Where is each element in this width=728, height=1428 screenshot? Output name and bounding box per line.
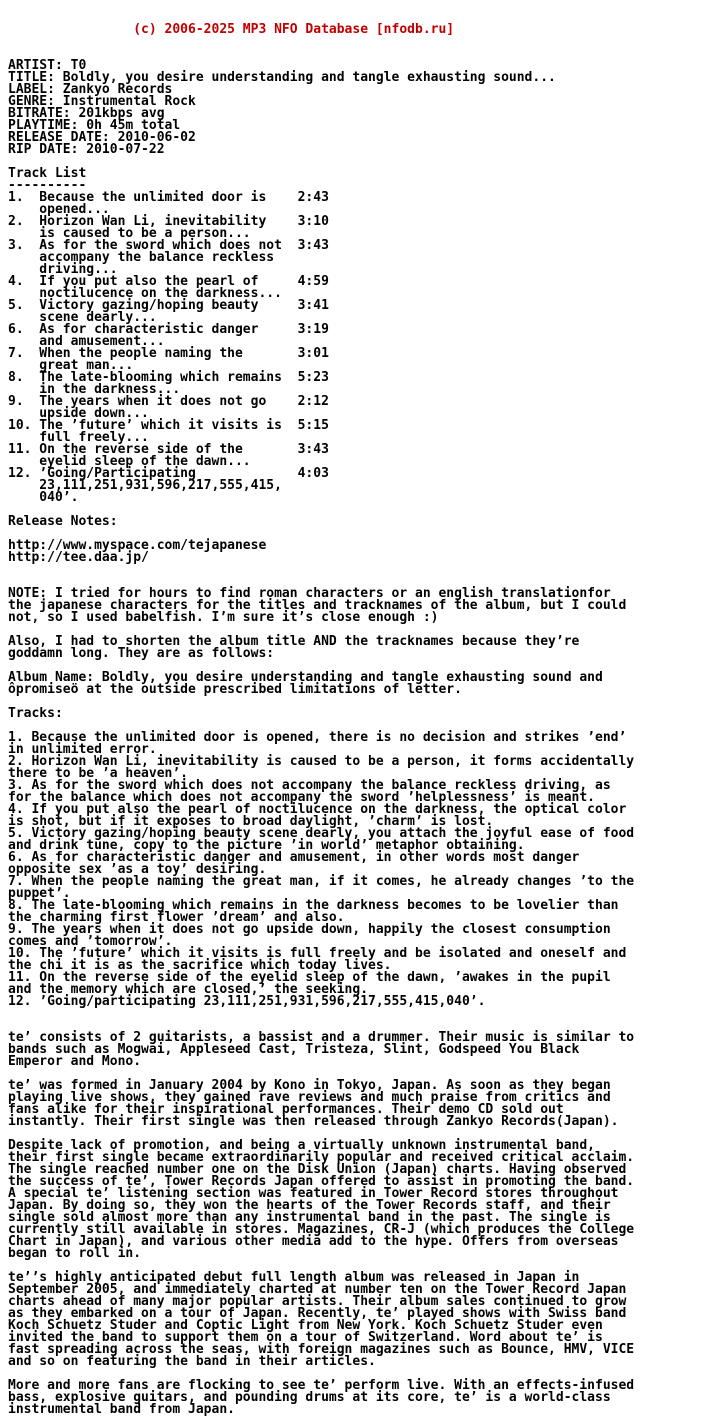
- nfo-line: there to be ’a heaven’.: [8, 766, 189, 781]
- nfo-line: 10. The ’future’ which it visits is 5:15: [8, 418, 329, 433]
- nfo-line: the charming first flower ’dream’ and also.: [8, 910, 345, 925]
- nfo-line: Japan. By doing so, they won the hearts of the Tower Records staff, and their: [8, 1198, 611, 1213]
- nfo-line: BITRATE: 201kbps avg: [8, 106, 165, 121]
- nfo-line: 7. When the people naming the great man, if it comes, he already changes ’to the: [8, 874, 635, 889]
- nfo-line: scene dearly...: [8, 310, 157, 325]
- nfo-line: 040’.: [8, 490, 79, 505]
- nfo-line: charts ahead of many major popular artists. Their album sales continued to grow: [8, 1294, 627, 1309]
- nfo-line: September 2005, and immediately charted at number ten on the Tower Record Japan: [8, 1282, 627, 1297]
- nfo-line: GENRE: Instrumental Rock: [8, 94, 196, 109]
- nfo-line: 12. ’Going/participating 23,111,251,931,596,217,555,415,040’.: [8, 994, 486, 1009]
- nfo-line: NOTE: I tried for hours to find roman characters or an english translationfor: [8, 586, 611, 601]
- nfo-line: the success of te’, Tower Records Japan offered to assist in promoting the band.: [8, 1174, 635, 1189]
- nfo-line: [8, 564, 720, 576]
- nfo-header: (c) 2006-2025 MP3 NFO Database [nfodb.ru]: [8, 22, 455, 37]
- nfo-line: Release Notes:: [8, 514, 118, 529]
- nfo-line: upside down...: [8, 406, 149, 421]
- nfo-line: 5. Victory gazing/hoping beauty scene dearly, you attach the joyful ease of food: [8, 826, 635, 841]
- nfo-line: 6. As for characteristic danger 3:19: [8, 322, 329, 337]
- nfo-line: ----------: [8, 178, 87, 193]
- nfo-line: Chart in Japan), and various other media add to the hype. Offers from overseas: [8, 1234, 619, 1249]
- nfo-line: The single reached number one on the Disk Union (Japan) charts. Having observed: [8, 1162, 627, 1177]
- nfo-line: te’’s highly anticipated debut full length album was released in Japan in: [8, 1270, 580, 1285]
- nfo-line: 2. Horizon Wan Li, inevitability 3:10: [8, 214, 329, 229]
- nfo-line: as they embarked on a tour of Japan. Recently, te’ played shows with Swiss band: [8, 1306, 627, 1321]
- nfo-line: 23,111,251,931,596,217,555,415,: [8, 478, 282, 493]
- nfo-line: the chi it is as the sacrifice which today lives.: [8, 958, 392, 973]
- nfo-line: 11. On the reverse side of the eyelid sleep of the dawn, ’awakes in the pupil: [8, 970, 611, 985]
- nfo-line: 5. Victory gazing/hoping beauty 3:41: [8, 298, 329, 313]
- nfo-line: 2. Horizon Wan Li, inevitability is caused to be a person, it forms accidentally: [8, 754, 635, 769]
- nfo-line: 7. When the people naming the 3:01: [8, 346, 329, 361]
- nfo-line: the japanese characters for the titles and tracknames of the album, but I could: [8, 598, 627, 613]
- nfo-line: Emperor and Mono.: [8, 1054, 142, 1069]
- nfo-line: not, so I used babelfish. I’m sure it’s close enough :): [8, 610, 439, 625]
- nfo-line: 10. The ’future’ which it visits is full freely and be isolated and oneself and: [8, 946, 627, 961]
- nfo-line: Track List: [8, 166, 87, 181]
- nfo-line: opened...: [8, 202, 110, 217]
- nfo-line: PLAYTIME: 0h 45m total: [8, 118, 181, 133]
- nfo-line: More and more fans are flocking to see te’ perform live. With an effects-infused: [8, 1378, 635, 1393]
- nfo-line: TITLE: Boldly, you desire understanding and tangle exhausting sound...: [8, 70, 556, 85]
- release-link[interactable]: http://tee.daa.jp/: [8, 550, 149, 565]
- nfo-line: opposite sex ’as a toy’ desiring.: [8, 862, 267, 877]
- nfo-line: instantly. Their first single was then released through Zankyo Records(Japan).: [8, 1114, 619, 1129]
- nfo-line: 11. On the reverse side of the 3:43: [8, 442, 329, 457]
- nfo-line: [8, 696, 720, 708]
- nfo-line: accompany the balance reckless: [8, 250, 275, 265]
- nfo-line: fans alike for their inspirational performances. Their demo CD sold out: [8, 1102, 564, 1117]
- nfo-line: and the memory which are closed,’ the seeking.: [8, 982, 369, 997]
- nfo-line: puppet’.: [8, 886, 71, 901]
- nfo-line: RELEASE DATE: 2010-06-02: [8, 130, 196, 145]
- nfo-line: great man...: [8, 358, 134, 373]
- nfo-line: in the darkness...: [8, 382, 181, 397]
- nfo-line: RIP DATE: 2010-07-22: [8, 142, 165, 157]
- nfo-line: and amusement...: [8, 334, 165, 349]
- nfo-line: 4. If you put also the pearl of noctilucence on the darkness, the optical color: [8, 802, 627, 817]
- nfo-line: comes and ’tomorrow’.: [8, 934, 173, 949]
- nfo-line: playing live shows, they gained rave reviews and much praise from critics and: [8, 1090, 611, 1105]
- nfo-line: te’ was formed in January 2004 by Kono in Tokyo, Japan. As soon as they began: [8, 1078, 611, 1093]
- nfo-line: 1. Because the unlimited door is 2:43: [8, 190, 329, 205]
- nfo-line: their first single became extraordinarily popular and received critical acclaim.: [8, 1150, 635, 1165]
- nfo-line: Despite lack of promotion, and being a virtually unknown instrumental band,: [8, 1138, 595, 1153]
- nfo-line: currently still available in stores. Magazines, CR-J (which produces the College: [8, 1222, 635, 1237]
- nfo-line: [8, 1008, 720, 1020]
- nfo-line: A special te’ listening section was featured in Tower Record stores throughout: [8, 1186, 619, 1201]
- nfo-line: instrumental band from Japan.: [8, 1402, 235, 1417]
- nfo-line: goddamn long. They are as follows:: [8, 646, 275, 661]
- nfo-line: and drink tune, copy to the picture ’in world’ metaphor obtaining.: [8, 838, 525, 853]
- nfo-line: 6. As for characteristic danger and amusement, in other words most danger: [8, 850, 580, 865]
- release-link[interactable]: http://www.myspace.com/tejapanese: [8, 538, 267, 553]
- nfo-line: is caused to be a person...: [8, 226, 251, 241]
- nfo-line: 8. The late-blooming which remains 5:23: [8, 370, 329, 385]
- nfo-line: Koch Schuetz Studer and Coptic Light from New York. Koch Schuetz Studer even: [8, 1318, 603, 1333]
- nfo-body: [8, 60, 720, 1416]
- nfo-line: for the balance which does not accompany the sword ’helplessness’ is meant.: [8, 790, 595, 805]
- nfo-document: [8, 0, 720, 1428]
- nfo-line: 9. The years when it does not go 2:12: [8, 394, 329, 409]
- nfo-line: began to roll in.: [8, 1246, 142, 1261]
- nfo-line: Tracks:: [8, 706, 63, 721]
- nfo-line: te’ consists of 2 guitarists, a bassist and a drummer. Their music is similar to: [8, 1030, 635, 1045]
- nfo-line: is shot, but if it exposes to broad daylight, ’charm’ is lost.: [8, 814, 494, 829]
- nfo-line: 4. If you put also the pearl of 4:59: [8, 274, 329, 289]
- nfo-line: Also, I had to shorten the album title AND the tracknames because they’re: [8, 634, 580, 649]
- nfo-line: 1. Because the unlimited door is opened, there is no decision and strikes ’end’: [8, 730, 627, 745]
- nfo-line: and so on featuring the band in their articles.: [8, 1354, 376, 1369]
- nfo-line: [8, 156, 720, 168]
- nfo-line: driving...: [8, 262, 118, 277]
- nfo-line: invited the band to support them on a tour of Switzerland. Word about te’ is: [8, 1330, 603, 1345]
- nfo-line: 3. As for the sword which does not 3:43: [8, 238, 329, 253]
- nfo-line: single sold almost more than any instrumental band in the past. The single is: [8, 1210, 611, 1225]
- nfo-line: noctilucence on the darkness...: [8, 286, 282, 301]
- nfo-line: bass, explosive guitars, and pounding drums at its core, te’ is a world-class: [8, 1390, 611, 1405]
- nfo-line: LABEL: Zankyo Records: [8, 82, 173, 97]
- nfo-line: 3. As for the sword which does not accompany the balance reckless driving, as: [8, 778, 611, 793]
- nfo-line: 8. The late-blooming which remains in the darkness becomes to be lovelier than: [8, 898, 619, 913]
- nfo-line: in unlimited error.: [8, 742, 157, 757]
- nfo-line: 12. ’Going/Participating 4:03: [8, 466, 329, 481]
- nfo-line: 9. The years when it does not go upside down, happily the closest consumption: [8, 922, 611, 937]
- nfo-line: bands such as Mogwai, Appleseed Cast, Tristeza, Slint, Godspeed You Black: [8, 1042, 580, 1057]
- nfo-line: ARTIST: T0: [8, 58, 87, 73]
- nfo-line: full freely...: [8, 430, 149, 445]
- nfo-line: eyelid sleep of the dawn...: [8, 454, 251, 469]
- nfo-line: ôpromiseö at the outside prescribed limitations of letter.: [8, 682, 462, 697]
- nfo-line: fast spreading across the seas, with foreign magazines such as Bounce, HMV, VICE: [8, 1342, 635, 1357]
- nfo-line: Album Name: Boldly, you desire understanding and tangle exhausting sound and: [8, 670, 603, 685]
